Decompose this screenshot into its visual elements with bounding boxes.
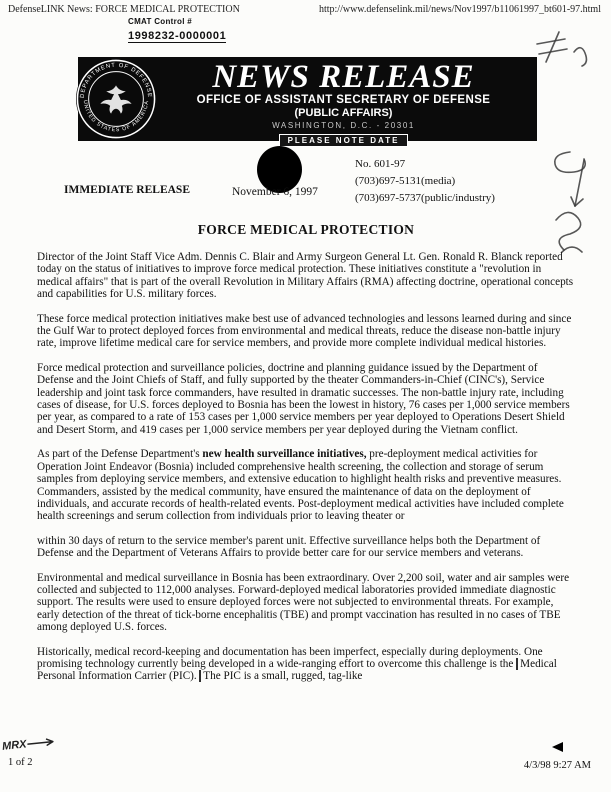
release-type-label: IMMEDIATE RELEASE	[64, 184, 190, 196]
margin-note-arrow-icon	[27, 736, 58, 749]
handwritten-mark-top-right-icon	[532, 24, 600, 86]
headline: FORCE MEDICAL PROTECTION	[197, 222, 415, 237]
banner-office-line: OFFICE OF ASSISTANT SECRETARY OF DEFENSE	[196, 94, 491, 106]
release-number: No. 601-97	[355, 158, 406, 170]
body-paragraph: Director of the Joint Staff Vice Adm. Dennis C. Blair and Army Surgeon General Lt. Gen. Ronald R. Blanck reported today on the status of initiatives to improve force medical protection. These initiatives constitute a "revolution in medical affairs" that is part of the overall Revolution in Military Affairs (RMA) affecting doctrine, operational concepts and capabilities for U.S. military forces.	[37, 251, 574, 301]
print-header	[8, 4, 601, 15]
margin-note-text: MRX	[1, 738, 28, 753]
media-phone: (703)697-5131(media)	[355, 175, 456, 187]
body-paragraph: Force medical protection and surveillance policies, doctrine and planning guidance issued by the Department of Defense and the Joint Chiefs of Staff, and fully supported by the theater Commanders-in-Chief (CINC's), Service leadership and joint task force commanders, have resulted in dramatic successes. The non-battle injury rate, including cases of disease, for U.S. forces deployed to Bosnia has been the lowest in history, 76 cases per 1,000 service members per year, as compared to a rate of 153 cases per 1,000 service members per year deployed to Operations Desert Shield and Desert Storm, and 419 cases per 1,000 service members per year deployed during the Vietnam conflict.	[37, 361, 570, 436]
body-paragraph: These force medical protection initiatives make best use of advanced technologies and lessons learned during and since the Gulf War to protect deployed forces from environmental and medical threats, reduce the disease non-battle injury rate, improve lifetime medical care for service members, and provide more complete individual medical histories.	[37, 312, 572, 350]
paragraph-segment: pre-deployment medical activities for Operation Joint Endeavor (Bosnia) included comprehensive health screening, the collection and storage of serum samples from deploying service members, and extensive education to highlight health risks and preventive measures. Commanders, assisted by the medical community, have ensured the maintenance of data on the deployment of individuals, and accurate records of health-related events. Post-deployment medical activities have included complete health screenings and serum collection from individuals prior to leaving theater or	[37, 448, 564, 523]
release-contact-block	[355, 156, 495, 207]
please-note-date-box: PLEASE NOTE DATE	[279, 134, 409, 147]
body-paragraph	[37, 646, 575, 683]
paragraph-segment: As part of the Defense Department's	[37, 448, 203, 461]
paragraph-segment: The PIC is a small, rugged, tag-like	[200, 670, 363, 683]
dod-seal-icon	[75, 58, 157, 140]
body-paragraph: Environmental and medical surveillance in Bosnia has been extraordinary. Over 2,200 soil, water and air samples were collected and subjected to 112,000 analyses. Forward-deployed medical laboratories provided immediate diagnostic support. The results were used to ensure deployed forces were not subjected to environmental threats. For example, early detection of the threat of tick-borne encephalitis (TBE) and prompt vaccination has resulted in no cases of TBE among deployed U.S. forces.	[37, 571, 570, 634]
print-timestamp: 4/3/98 9:27 AM	[523, 760, 591, 771]
print-header-url: http://www.defenselink.mil/news/Nov1997/b11061997_bt601-97.html	[318, 4, 601, 15]
body-paragraph: within 30 days of return to the service member's parent unit. Effective surveillance helps both the Department of Defense and the Department of Veterans Affairs to provide better care for our service members and veterans.	[37, 534, 541, 560]
document-body	[37, 222, 575, 695]
print-header-title: DefenseLINK News: FORCE MEDICAL PROTECTION	[8, 4, 240, 15]
seal-ring-top-text: DEPARTMENT OF DEFENSE	[79, 62, 153, 99]
cmat-stamp	[128, 17, 226, 44]
highlighted-initiatives-text: new health surveillance initiatives,	[202, 448, 367, 461]
news-release-banner	[78, 57, 537, 145]
pic-marked-text: Medical Personal Information Carrier (PIC).	[37, 657, 557, 683]
margin-note-mrx	[2, 735, 58, 753]
cmat-stamp-number: 1998232-0000001	[128, 30, 227, 42]
public-phone: (703)697-5737(public/industry)	[355, 192, 495, 204]
page-indicator: 1 of 2	[8, 757, 33, 768]
seal-ring-bottom-text: UNITED STATES OF AMERICA	[81, 99, 151, 134]
paragraph-segment: Historically, medical record-keeping and documentation has been imperfect, especially during deployments. One promising technology currently being developed in a wide-ranging effort to overcome this challenge is the	[37, 645, 543, 670]
cmat-stamp-label: CMAT Control #	[128, 17, 193, 26]
banner-address: WASHINGTON, D.C. - 20301	[272, 121, 415, 130]
banner-public-affairs-line: (PUBLIC AFFAIRS)	[294, 107, 393, 119]
banner-title: NEWS RELEASE	[212, 59, 475, 95]
body-paragraph	[37, 448, 575, 522]
release-date: November 6, 1997	[232, 186, 318, 198]
margin-pointer-left-icon	[552, 742, 563, 752]
